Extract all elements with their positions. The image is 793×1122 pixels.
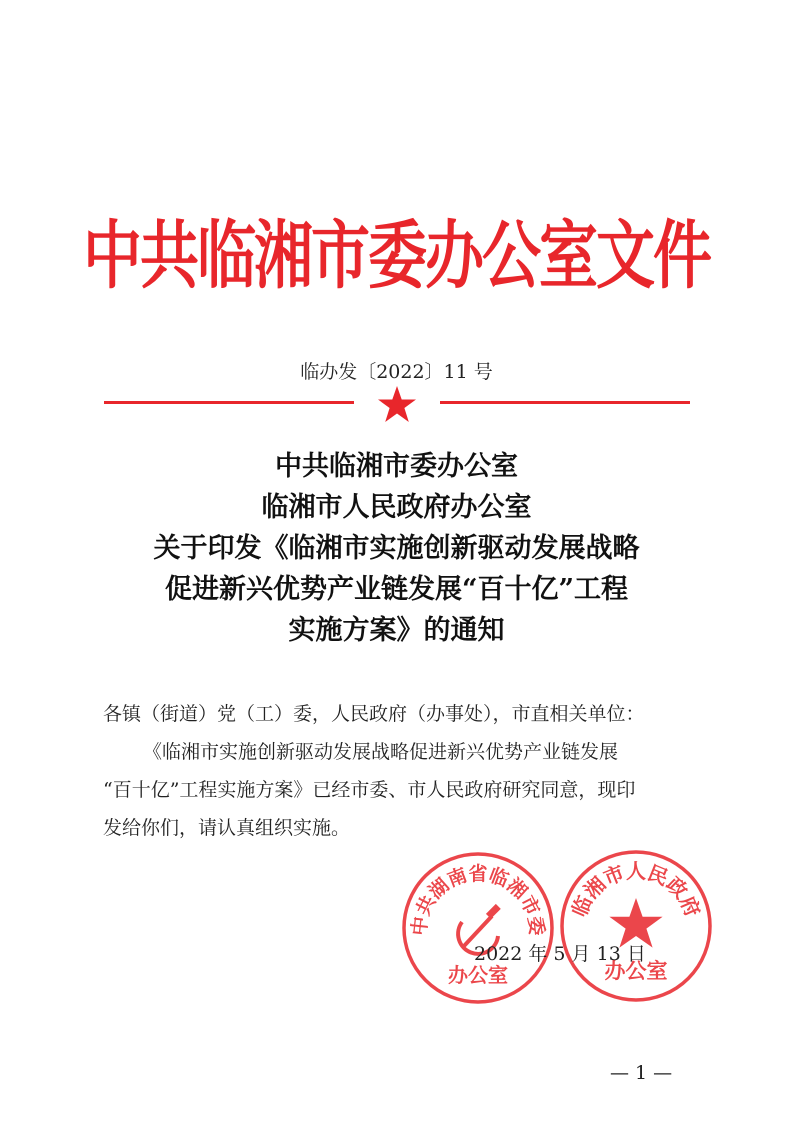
seal-ring-text: 中共湖南省临湘市委	[408, 863, 548, 937]
red-rule-right	[440, 401, 690, 404]
document-body	[103, 695, 703, 847]
seal-bottom-text: 办公室	[604, 959, 668, 983]
title-line: 关于印发《临湘市实施创新驱动发展战略	[153, 533, 640, 564]
title-line: 促进新兴优势产业链发展“百十亿”工程	[164, 574, 629, 605]
title-line: 中共临湘市委办公室	[275, 451, 518, 482]
title-line: 临湘市人民政府办公室	[261, 492, 532, 523]
document-number: 临办发〔2022〕11 号	[300, 361, 493, 383]
body-paragraph-line: “百十亿”工程实施方案》已经市委、市人民政府研究同意，现印	[103, 779, 636, 801]
body-paragraph-line: 发给你们，请认真组织实施。	[103, 817, 351, 839]
seal-ring-text: 临湘市人民政府	[566, 859, 706, 921]
government-seal	[558, 848, 714, 1004]
document-title	[0, 446, 793, 651]
red-rule-left	[104, 401, 354, 404]
page-number: — 1 —	[610, 1062, 673, 1084]
seal-bottom-text: 办公室	[448, 963, 508, 987]
issue-date: 2022 年 5 月 13 日	[474, 943, 646, 965]
title-line: 实施方案》的通知	[288, 615, 505, 646]
document-masthead: 中共临湘市委办公室文件	[82, 212, 710, 299]
recipients-line: 各镇（街道）党（工）委，人民政府（办事处），市直相关单位：	[103, 703, 645, 725]
body-paragraph-line: 《临湘市实施创新驱动发展战略促进新兴优势产业链发展	[143, 741, 619, 763]
red-star-icon	[377, 385, 417, 423]
party-committee-seal	[400, 850, 556, 1006]
